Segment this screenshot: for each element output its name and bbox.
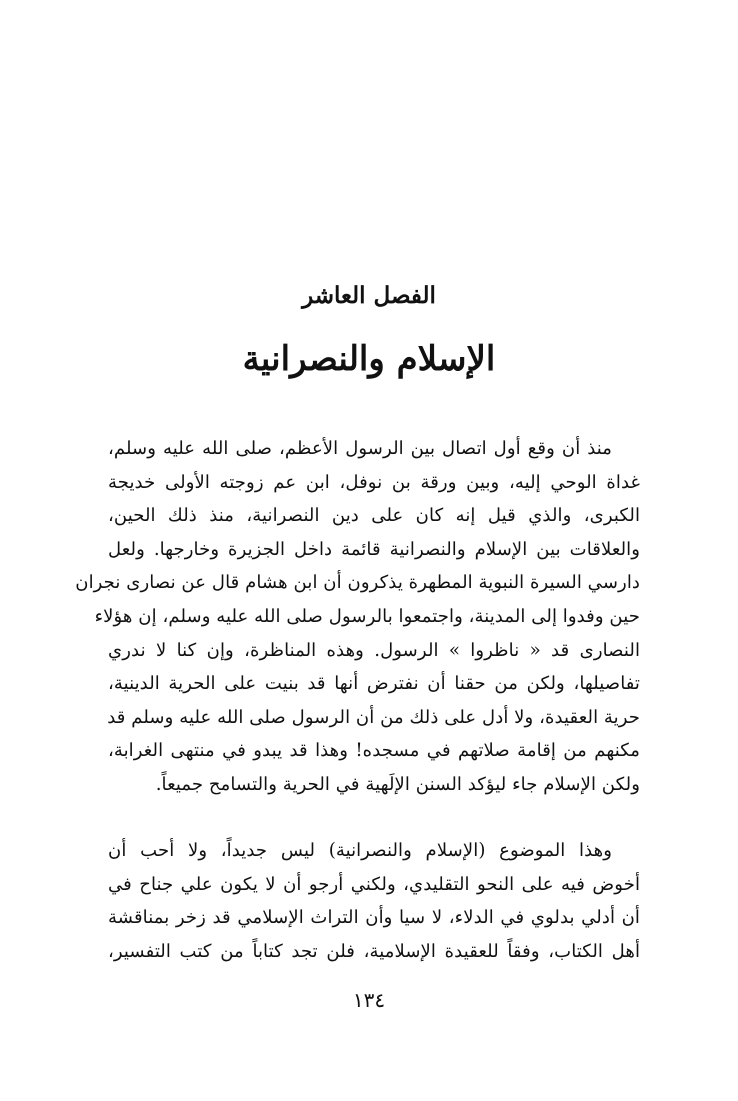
page-number: ١٣٤ (352, 988, 386, 1012)
paragraph-line: مكنهم من إقامة صلاتهم في مسجده! وهذا قد يبدو في منتهى الغرابة، (108, 740, 640, 762)
paragraph-line: أخوض فيه على النحو التقليدي، ولكني أرجو أن لا يكون علي جناح في (108, 873, 640, 895)
paragraph-line: غداة الوحي إليه، وبين ورقة بن نوفل، ابن عم زوجته الأولى خديجة (108, 471, 640, 493)
paragraph-line: ولكن الإسلام جاء ليؤكد السنن الإلَهية في الحرية والتسامح جميعاً. (155, 773, 640, 795)
paragraph-2 (108, 834, 640, 968)
chapter-title: الإسلام والنصرانية (242, 339, 496, 379)
paragraph-line: حرية العقيدة، ولا أدل على ذلك من أن الرسول صلى الله عليه وسلم قد (107, 706, 640, 728)
paragraph-line: تفاصيلها، ولكن من حقنا أن نفترض أنها قد بنيت على الحرية الدينية، (108, 673, 640, 695)
paragraph-line: حين وفدوا إلى المدينة، واجتمعوا بالرسول صلى الله عليه وسلم، إن هؤلاء (94, 605, 640, 627)
paragraph-1 (75, 432, 640, 802)
chapter-label: الفصل العاشر (302, 282, 436, 309)
paragraph-line: وهذا الموضوع (الإسلام والنصرانية) ليس جديداً، ولا أحب أن (108, 840, 612, 861)
paragraph-line: النصارى قد « ناظروا » الرسول. وهذه المناظرة، وإن كنا لا ندري (108, 639, 640, 661)
paragraph-line: دارسي السيرة النبوية المطهرة يذكرون أن ابن هشام قال عن نصارى نجران (75, 572, 640, 594)
paragraph-line: أهل الكتاب، وفقاً للعقيدة الإسلامية، فلن تجد كتاباً من كتب التفسير، (108, 940, 640, 962)
paragraph-line: أن أدلي بدلوي في الدلاء، لا سيا وأن التراث الإسلامي قد زخر بمناقشة (108, 907, 640, 929)
paragraph-line: والعلاقات بين الإسلام والنصرانية قائمة داخل الجزيرة وخارجها. ولعل (108, 538, 640, 560)
paragraph-line: الكبرى، والذي قيل إنه كان على دين النصرانية، منذ ذلك الحين، (108, 505, 640, 527)
paragraph-line: منذ أن وقع أول اتصال بين الرسول الأعظم، صلى الله عليه وسلم، (108, 438, 612, 459)
